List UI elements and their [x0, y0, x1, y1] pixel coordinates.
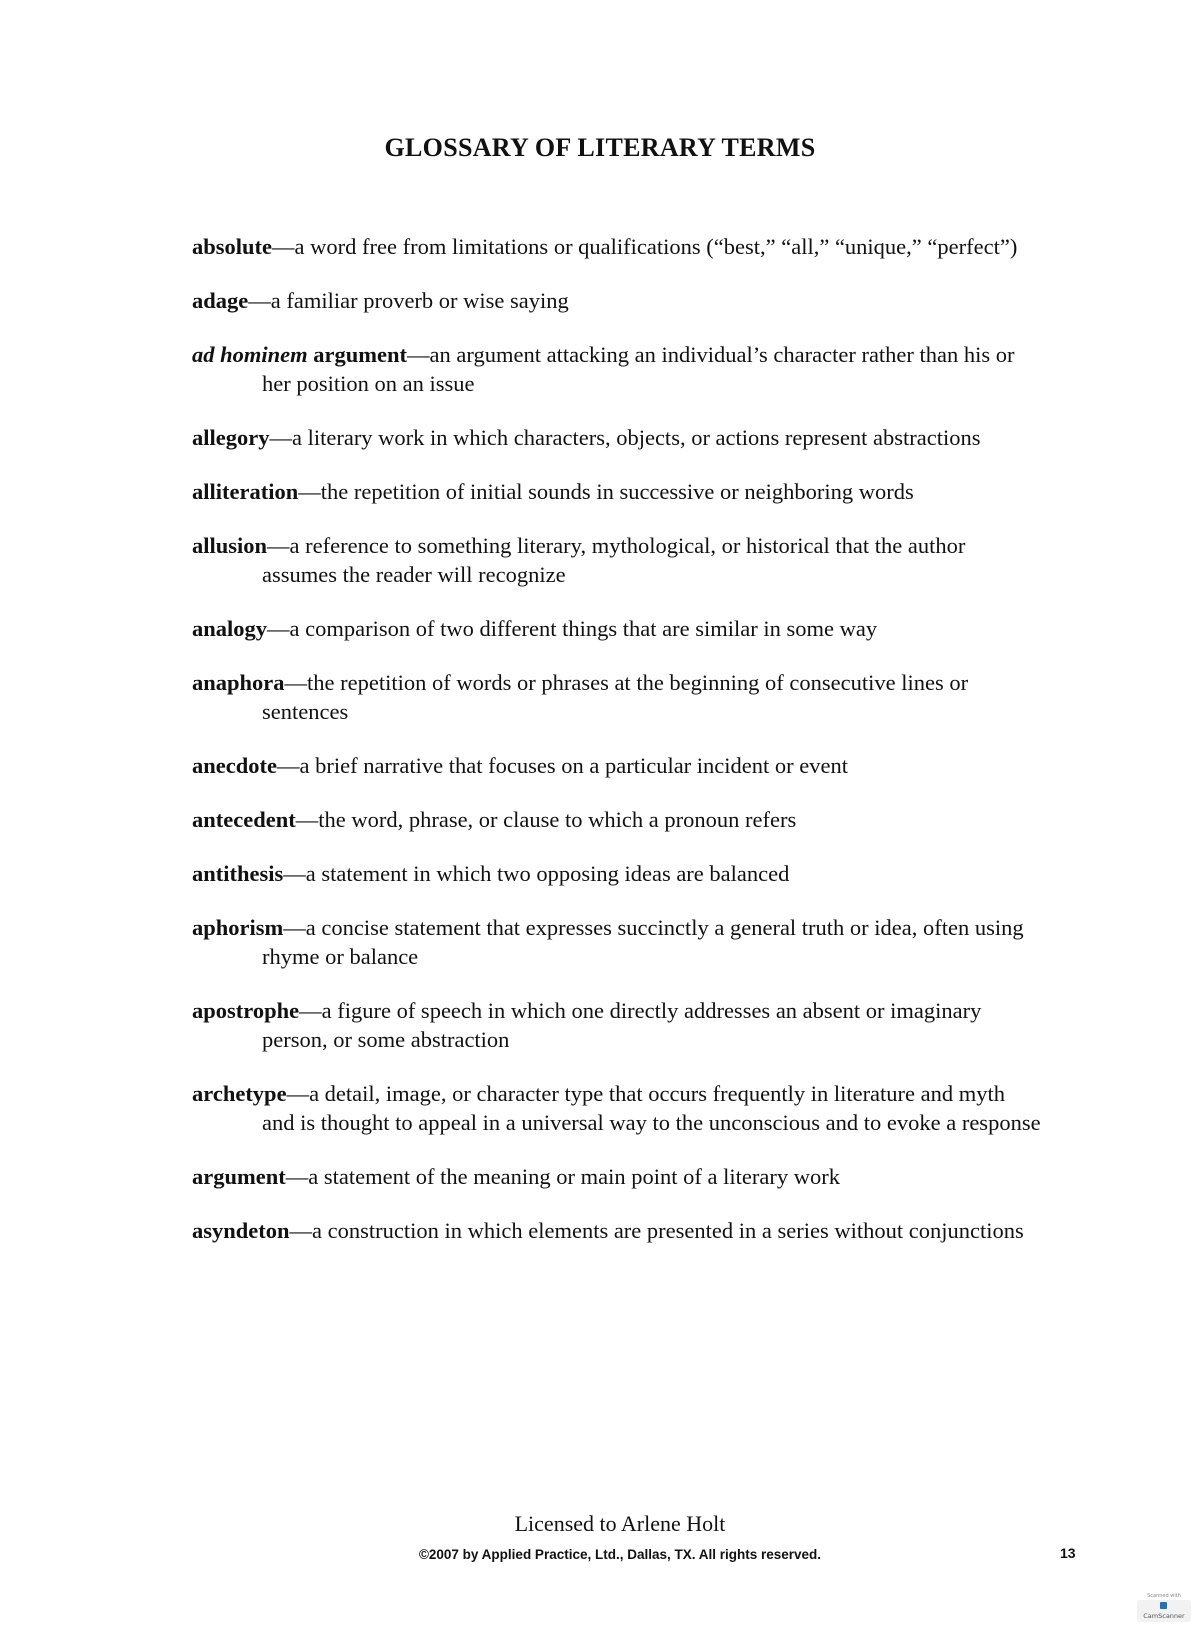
entry-definition: —the repetition of words or phrases at the beginning of consecutive lines or sentences: [262, 670, 969, 724]
camscanner-icon: [1160, 1602, 1167, 1609]
glossary-entry: [192, 286, 1042, 315]
entry-term: adage: [192, 288, 249, 313]
glossary-entry: [192, 751, 1042, 780]
entry-term: alliteration: [192, 479, 299, 504]
entry-term: anaphora: [192, 670, 285, 695]
entry-definition: —a familiar proverb or wise saying: [248, 288, 569, 313]
glossary-entry: [192, 996, 1042, 1054]
entry-term: [192, 342, 407, 367]
entry-definition: —a concise statement that expresses succinctly a general truth or idea, often using rhyme or balance: [262, 915, 1024, 969]
entry-term: antithesis: [192, 861, 284, 886]
glossary-entry: [192, 1216, 1042, 1245]
entry-definition: —a figure of speech in which one directly addresses an absent or imaginary person, or some abstraction: [262, 998, 982, 1052]
entry-definition: —a literary work in which characters, objects, or actions represent abstractions: [269, 425, 981, 450]
entry-term: argument: [192, 1164, 286, 1189]
entry-definition: —the word, phrase, or clause to which a pronoun refers: [295, 807, 797, 832]
scanner-watermark-brand-text: CamScanner: [1143, 1612, 1185, 1620]
entry-term: archetype: [192, 1081, 287, 1106]
glossary-entry: [192, 1079, 1042, 1137]
entry-definition: —a construction in which elements are presented in a series without conjunctions: [289, 1218, 1024, 1243]
entry-term: absolute: [192, 234, 273, 259]
entry-definition: —a reference to something literary, mythological, or historical that the author assumes the reader will recognize: [262, 533, 966, 587]
glossary-entry: [192, 913, 1042, 971]
license-notice: Licensed to Arlene Holt: [514, 1511, 726, 1536]
glossary-entry: [192, 423, 1042, 452]
scanner-watermark: [1137, 1593, 1191, 1620]
entry-definition: —a word free from limitations or qualifications (“best,” “all,” “unique,” “perfect”): [272, 234, 1018, 259]
entry-term: asyndeton: [192, 1218, 290, 1243]
entry-term: analogy: [192, 616, 268, 641]
copyright-notice: ©2007 by Applied Practice, Ltd., Dallas, TX. All rights reserved.: [418, 1547, 822, 1562]
entry-term: aphorism: [192, 915, 284, 940]
scanner-watermark-caption: Scanned with: [1147, 1593, 1181, 1599]
entry-term: allegory: [192, 425, 270, 450]
entry-definition: —a statement of the meaning or main point of a literary work: [285, 1164, 840, 1189]
glossary-entry: [192, 859, 1042, 888]
glossary-entry: [192, 477, 1042, 506]
page-title: GLOSSARY OF LITERARY TERMS: [384, 133, 816, 162]
glossary-entry: [192, 340, 1042, 398]
entry-definition: —an argument attacking an individual’s character rather than his or her position on an issue: [262, 342, 1015, 396]
glossary-entry: [192, 668, 1042, 726]
glossary-entry: [192, 1162, 1042, 1191]
entry-definition: —a statement in which two opposing ideas are balanced: [283, 861, 790, 886]
entry-definition: —a comparison of two different things that are similar in some way: [267, 616, 878, 641]
glossary-entry: [192, 805, 1042, 834]
glossary-entry: [192, 614, 1042, 643]
entry-definition: —a brief narrative that focuses on a particular incident or event: [276, 753, 848, 778]
entry-term: allusion: [192, 533, 268, 558]
entry-term: antecedent: [192, 807, 296, 832]
entry-definition: —a detail, image, or character type that occurs frequently in literature and myth and is thought to appeal in a universal way to the unconscious and to evoke a response: [262, 1081, 1041, 1135]
glossary-entry: [192, 531, 1042, 589]
entry-term: anecdote: [192, 753, 277, 778]
entry-definition: —the repetition of initial sounds in successive or neighboring words: [298, 479, 914, 504]
glossary-list: [192, 232, 1042, 1245]
page-number: 13: [1060, 1545, 1076, 1561]
scanner-watermark-brand: [1137, 1600, 1191, 1622]
entry-term-italic: ad hominem: [192, 342, 308, 367]
entry-term: apostrophe: [192, 998, 300, 1023]
glossary-entry: [192, 232, 1042, 261]
entry-term-rest: argument: [307, 342, 408, 367]
